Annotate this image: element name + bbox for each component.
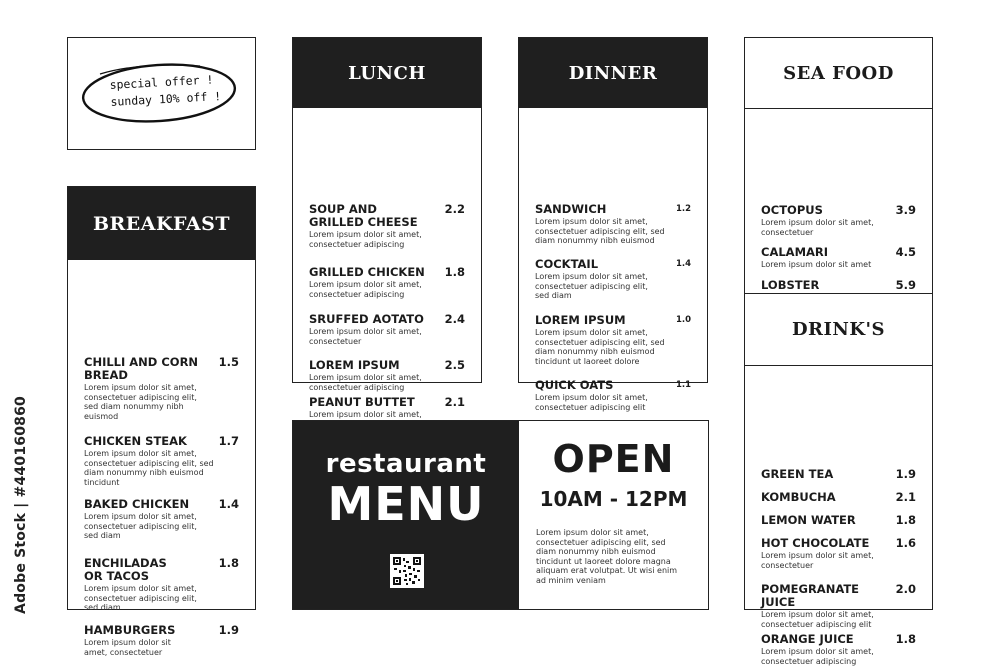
item-name: CALAMARI — [761, 245, 829, 259]
menu-item — [535, 258, 691, 301]
item-price: 3.9 — [895, 203, 916, 217]
item-description: Lorem ipsum dolor sit amet, consectetuer adipiscing elit, sed diam nonummy nibh euismod — [84, 383, 197, 421]
item-description: Lorem ipsum dolor sit amet, consectetuer — [761, 551, 874, 570]
menu-item — [309, 359, 465, 392]
menu-item — [84, 498, 239, 541]
item-price: 2.1 — [895, 490, 916, 504]
menu-item — [309, 203, 465, 249]
item-description: Lorem ipsum dolor sit amet, consectetuer adipiscing elit — [535, 393, 648, 412]
menu-item — [84, 435, 239, 487]
item-name: POMEGRANATE JUICE — [761, 582, 860, 609]
menu-item — [84, 356, 239, 421]
item-name: ORANGE JUICE — [761, 632, 854, 646]
item-description: Lorem ipsum dolor sit amet, consectetuer adipiscing elit, sed diam nonummy nibh euismod — [535, 217, 665, 245]
item-name: LOREM IPSUM — [535, 313, 626, 327]
item-description: Lorem ipsum dolor sit amet, consectetuer adipiscing — [309, 280, 422, 299]
item-price: 1.9 — [895, 467, 916, 481]
menu-item — [761, 204, 916, 237]
item-name: KOMBUCHA — [761, 490, 836, 504]
restaurant-menu-panel — [293, 421, 519, 609]
item-description: Lorem ipsum dolor sit amet, consectetuer — [84, 638, 171, 657]
menu-item — [761, 583, 916, 629]
special-offer-line2: sunday 10% off ! — [110, 89, 222, 109]
dinner-section — [518, 37, 708, 412]
item-name: GREEN TEA — [761, 467, 834, 481]
item-name: PEANUT BUTTET — [309, 395, 415, 409]
item-name: GRILLED CHICKEN — [309, 265, 425, 279]
item-description: Lorem ipsum dolor sit amet, consectetuer — [761, 218, 874, 237]
item-description: Lorem ipsum dolor sit amet, consectetuer adipiscing — [309, 373, 422, 392]
lunch-title: LUNCH — [348, 62, 426, 84]
menu-item — [535, 203, 691, 246]
item-price: 1.5 — [218, 355, 239, 369]
menu-item — [309, 266, 465, 299]
breakfast-header — [68, 187, 255, 260]
item-description: Lorem ipsum dolor sit amet, consectetuer — [309, 327, 422, 346]
item-name: CHICKEN STEAK — [84, 434, 187, 448]
menu-word: MENU — [327, 477, 485, 531]
breakfast-title: BREAKFAST — [92, 212, 231, 235]
menu-item — [84, 557, 239, 613]
opening-hours-panel — [519, 421, 708, 609]
item-description: Lorem ipsum dolor sit amet, — [309, 410, 422, 419]
drinks-title: DRINK'S — [791, 319, 886, 340]
breakfast-section — [67, 186, 256, 657]
item-price: 2.1 — [444, 395, 465, 409]
menu-item — [761, 514, 916, 527]
item-price: 1.2 — [675, 204, 691, 214]
item-name: BAKED CHICKEN — [84, 497, 190, 511]
restaurant-word: restaurant — [325, 449, 487, 479]
item-price: 1.9 — [218, 623, 239, 637]
menu-item — [761, 468, 916, 481]
item-price: 4.5 — [895, 245, 916, 259]
stock-watermark — [7, 396, 35, 614]
item-price: 2.2 — [444, 202, 465, 216]
item-price: 1.4 — [218, 497, 239, 511]
item-price: 1.4 — [675, 259, 691, 269]
menu-item — [761, 246, 916, 270]
qr-code-icon[interactable] — [390, 554, 424, 588]
item-name: HOT CHOCOLATE — [761, 536, 870, 550]
item-name: LOREM IPSUM — [309, 358, 400, 372]
dinner-header — [519, 38, 707, 108]
drinks-header — [745, 294, 932, 366]
item-description: Lorem ipsum dolor sit amet, consectetuer adipiscing — [309, 230, 422, 249]
item-price: 1.8 — [895, 513, 916, 527]
item-name: QUICK OATS — [535, 378, 614, 392]
menu-item — [84, 624, 239, 657]
item-name: LOBSTER — [761, 278, 820, 292]
item-price: 1.7 — [218, 434, 239, 448]
special-offer-text — [109, 71, 221, 111]
item-price: 1.8 — [444, 265, 465, 279]
seafood-header — [745, 38, 932, 109]
menu-open-banner — [292, 420, 709, 610]
dinner-title: DINNER — [568, 62, 658, 84]
special-offer-card — [67, 37, 256, 150]
seafood-section — [744, 37, 933, 294]
menu-item — [761, 633, 916, 666]
item-price: 1.0 — [675, 315, 691, 325]
item-description: Lorem ipsum dolor sit amet, consectetuer adipiscing elit, sed diam nonummy nibh euismod tincidunt — [84, 449, 214, 487]
menu-item — [535, 379, 691, 412]
item-name: SOUP AND GRILLED CHEESE — [309, 202, 418, 229]
item-description: Lorem ipsum dolor sit amet, consectetuer adipiscing elit, sed diam nonummy nibh euismod tincidunt ut laoreet dolore — [535, 328, 665, 366]
item-description: Lorem ipsum dolor sit amet, consectetuer adipiscing elit — [761, 610, 874, 629]
item-name: ENCHILADAS OR TACOS — [84, 556, 167, 583]
item-name: OCTOPUS — [761, 203, 823, 217]
item-description: Lorem ipsum dolor sit amet, consectetuer adipiscing elit, sed diam — [84, 584, 197, 612]
menu-item — [309, 313, 465, 346]
item-name: HAMBURGERS — [84, 623, 176, 637]
item-name: SANDWICH — [535, 202, 607, 216]
item-description: Lorem ipsum dolor sit amet, consectetuer adipiscing elit, sed diam — [84, 512, 197, 540]
special-offer-line1: special offer ! — [109, 72, 214, 92]
watermark-text: Adobe Stock | #440160860 — [13, 396, 29, 614]
seafood-title: SEA FOOD — [783, 62, 894, 84]
item-price: 1.1 — [675, 380, 691, 390]
menu-item — [761, 491, 916, 504]
open-description: Lorem ipsum dolor sit amet, consectetuer adipiscing elit, sed diam nonummy nibh euismod tincidunt ut laoreet dolore magna aliquam erat volutpat. Ut wisi enim ad minim veniam — [536, 528, 678, 585]
menu-item — [761, 537, 916, 570]
item-price: 1.6 — [895, 536, 916, 550]
lunch-section — [292, 37, 482, 419]
menu-item — [535, 314, 691, 366]
drinks-section — [744, 293, 933, 666]
item-price: 1.8 — [218, 556, 239, 570]
item-price: 1.8 — [895, 632, 916, 646]
open-title: OPEN — [552, 437, 675, 481]
item-price: 5.9 — [895, 278, 916, 292]
item-description: Lorem ipsum dolor sit amet — [761, 260, 872, 269]
item-name: COCKTAIL — [535, 257, 599, 271]
lunch-header — [293, 38, 481, 108]
item-name: CHILLI AND CORN BREAD — [84, 355, 199, 382]
item-price: 2.5 — [444, 358, 465, 372]
item-description: Lorem ipsum dolor sit amet, consectetuer adipiscing — [761, 647, 874, 666]
item-name: SRUFFED AOTATO — [309, 312, 424, 326]
item-description: Lorem ipsum dolor sit amet, consectetuer adipiscing elit, sed diam — [535, 272, 648, 300]
item-price: 2.0 — [895, 582, 916, 596]
item-price: 2.4 — [444, 312, 465, 326]
open-hours: 10AM - 12PM — [539, 487, 688, 511]
item-name: LEMON WATER — [761, 513, 856, 527]
